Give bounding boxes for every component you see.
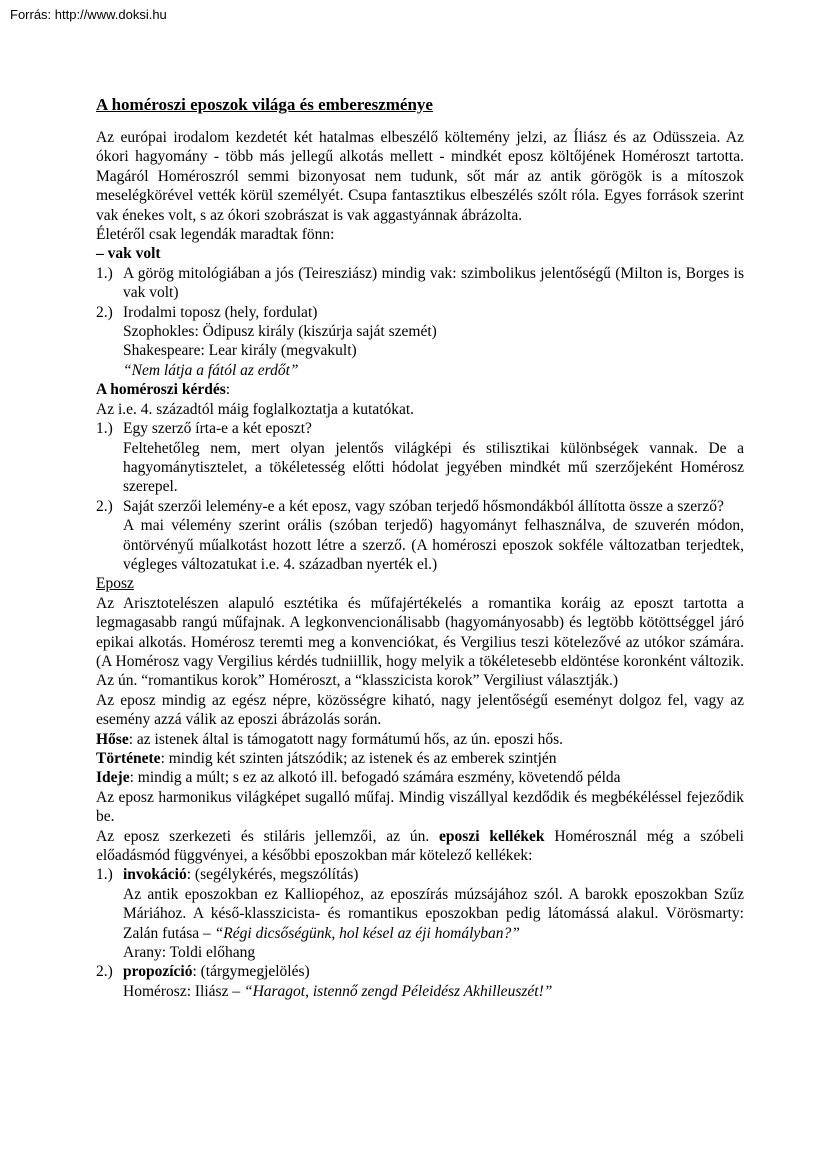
document-body: [96, 94, 744, 1001]
paragraph: [96, 128, 744, 225]
paragraph: [96, 885, 744, 943]
paragraph: [96, 244, 744, 263]
text-run: : mindig a múlt; s ez az alkotó ill. befogadó számára eszmény, követendő példa: [129, 769, 621, 787]
text-run: invokáció: [123, 866, 187, 884]
page-title: A homéroszi eposzok világa és embereszménye: [96, 95, 433, 114]
text-run: Egy szerző írta-e a két eposzt?: [123, 420, 312, 438]
paragraph: [96, 943, 744, 962]
text-run: Homérosznál még a szóbeli előadásmód függvényei, a későbbi eposzokban már kötelező kellékek:: [96, 827, 744, 865]
paragraph: [96, 982, 744, 1001]
list-marker: 1.): [96, 420, 113, 438]
text-run: Az eposz szerkezeti és stiláris jellemzői, az ún.: [96, 827, 440, 845]
paragraph: [96, 768, 744, 787]
text-run: Ideje: [96, 769, 130, 787]
list-item: [96, 865, 744, 884]
text-run: Az eposz harmonikus világképet sugalló műfaj. Mindig viszállyal kezdődik és megbékéléssel fejeződik be.: [96, 788, 744, 826]
paragraph: [96, 594, 744, 691]
text-run: Szophokles: Ödipusz király (kiszúrja saját szemét): [123, 323, 437, 341]
paragraph: [96, 439, 744, 497]
text-run: :: [225, 381, 231, 399]
paragraph: [96, 788, 744, 827]
paragraph: [96, 749, 744, 768]
list-item: [96, 264, 744, 303]
text-run: A mai vélemény szerint orális (szóban terjedő) hagyományt felhasználva, de szuverén módon, öntörvényű műalkotást hozott létre a szerző. (A homéroszi eposzok sokféle változatban terjedtek, végleges változatukat i.e. 4. században nyerték el.): [123, 517, 744, 573]
text-run: – vak volt: [96, 245, 161, 263]
list-marker: 2.): [96, 963, 113, 981]
text-run: Irodalmi toposz (hely, fordulat): [123, 303, 318, 321]
source-url-label: Forrás: http://www.doksi.hu: [10, 7, 167, 22]
text-run: “Régi dicsőségünk, hol késel az éji homályban?”: [214, 924, 520, 942]
text-run: Eposz: [96, 575, 134, 593]
text-run: Saját szerzői lelemény-e a két eposz, vagy szóban terjedő hősmondákból állította össze a szerző?: [123, 497, 724, 515]
text-run: eposzi kellékek: [439, 827, 545, 845]
text-run: Az eposz mindig az egész népre, közösségre kiható, nagy jelentőségű eseményt dolgoz fel, vagy az esemény azzá válik az eposzi ábrázolás során.: [96, 691, 744, 729]
text-run: : (tárgymegjelölés): [192, 963, 310, 981]
list-marker: 2.): [96, 303, 113, 321]
text-run: Az európai irodalom kezdetét két hatalmas elbeszélő költemény jelzi, az Íliász és az Odüsszeia. Az ókori hagyomány - több más jellegű alkotás mellett - mindkét eposz költőjének Homéroszt tartotta. Magáról Homéroszról semmi bizonyosat nem tudunk, sőt már az antik görögök is a mítoszok meselégkörével vették körül személyét. Csupa fantasztikus elbeszélés szólt róla. Egyes források szerint vak énekes volt, s az ókori szobrászat is vak aggastyánnak ábrázolta.: [96, 129, 744, 224]
text-run: : (segélykérés, megszólítás): [186, 866, 359, 884]
list-item: [96, 419, 744, 438]
text-run: Arany: Toldi előhang: [123, 944, 256, 962]
paragraph: [96, 322, 744, 341]
text-run: : mindig két szinten játszódik; az istenek és az emberek szintjén: [160, 750, 557, 767]
text-run: Az Arisztotelészen alapuló esztétika és műfajértékelés a romantika koráig az eposzt tartotta a legmagasabb rangú műfajnak. A legkonvencionálisabb (hagyományosabb) és legtöbb kötöttséggel járó epikai alkotás. Homérosz teremti meg a konvenciókat, és Vergilius teszi kötelezővé az utókor számára. (A Homérosz vagy Vergilius kérdés tudniillik, hogy melyik a tökéletesebb eldöntése koronként változik. Az ún. “romantikus korok” Homéroszt, a “klasszicista korok” Vergiliust választják.): [96, 594, 744, 690]
list-item: [96, 497, 744, 516]
text-run: “Haragot, istennő zengd Péleidész Akhilleuszét!”: [243, 982, 553, 1000]
list-marker: 1.): [96, 866, 113, 884]
text-run: “Nem látja a fától az erdőt”: [123, 361, 299, 379]
paragraph: [96, 225, 744, 244]
paragraph: [96, 827, 744, 866]
text-run: Homérosz: Iliász –: [123, 982, 244, 1000]
paragraph: [96, 341, 744, 360]
text-run: : az istenek által is támogatott nagy formátumú hős, az ún. eposzi hős.: [128, 730, 564, 748]
text-run: A homéroszi kérdés: [96, 381, 226, 399]
text-run: A görög mitológiában a jós (Teiresziász) mindig vak: szimbolikus jelentőségű (Milton is, Borges is vak volt): [123, 264, 744, 302]
text-run: propozíció: [123, 963, 193, 981]
text-run: Hőse: [96, 730, 129, 748]
paragraph: [96, 380, 744, 399]
paragraph: [96, 361, 744, 380]
list-marker: 2.): [96, 497, 113, 515]
text-run: Feltehetőleg nem, mert olyan jelentős világképi és stilisztikai különbségek vannak. De a hagyománytisztelet, a tökéletesség előtti hódolat jegyében mindkét mű szerzőjeként Homérosz szerepel.: [123, 439, 744, 496]
paragraph: [96, 730, 744, 749]
text-run: Az antik eposzokban ez Kalliopéhoz, az eposzírás múzsájához szól. A barokk eposzokban Szűz Máriához. A késő-klasszicista- és romantikus eposzokban pedig látomássá alakul. Vörösmarty: Zalán futása –: [123, 885, 744, 942]
list-item: [96, 303, 744, 322]
list-marker: 1.): [96, 264, 113, 282]
text-run: Életéről csak legendák maradtak fönn:: [96, 226, 335, 244]
text-run: Shakespeare: Lear király (megvakult): [123, 342, 357, 360]
paragraph: [96, 400, 744, 419]
text-run: Az i.e. 4. századtól máig foglalkoztatja a kutatókat.: [96, 400, 415, 418]
paragraph: [96, 574, 744, 593]
paragraph: [96, 691, 744, 730]
list-item: [96, 962, 744, 981]
document-blocks: [96, 128, 744, 1001]
paragraph: [96, 516, 744, 574]
text-run: Története: [96, 750, 161, 767]
